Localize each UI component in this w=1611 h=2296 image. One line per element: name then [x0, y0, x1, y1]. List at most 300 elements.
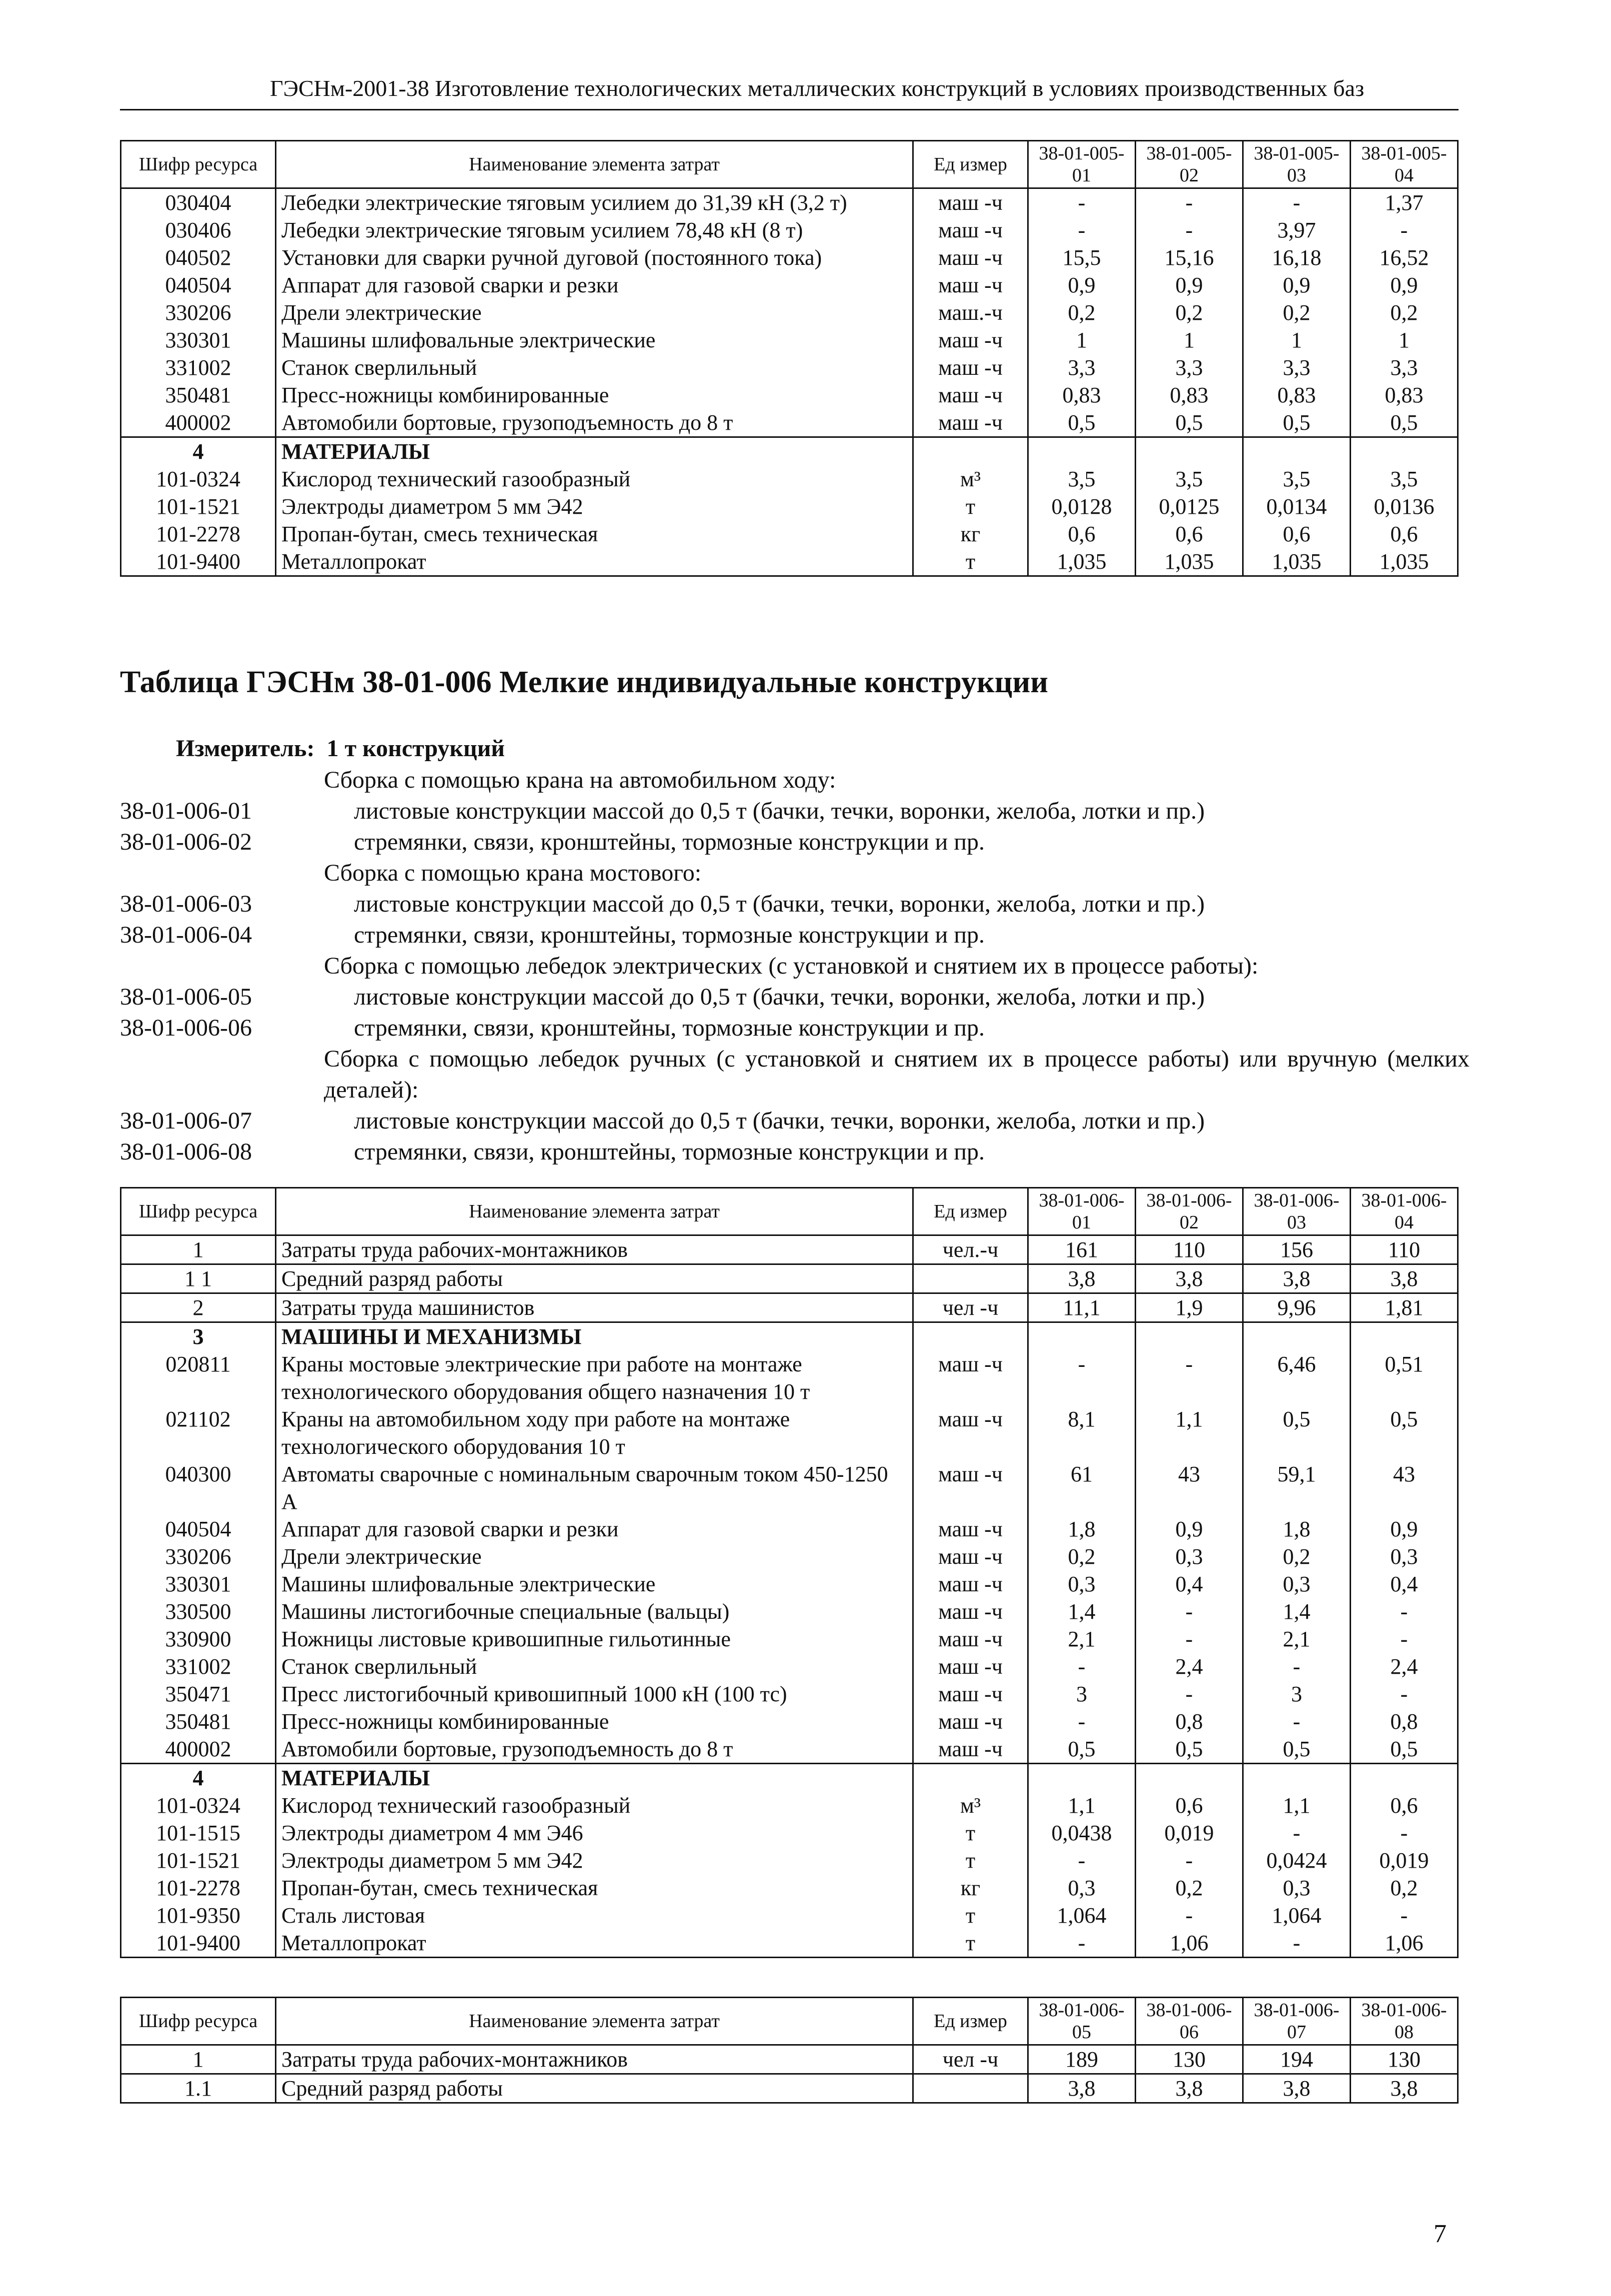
norm-value-1: 1,8 — [1028, 1515, 1136, 1543]
column-header-name: Наименование элемента затрат — [276, 141, 913, 188]
norm-value-3: 3,3 — [1243, 354, 1351, 381]
resource-code: 040504 — [121, 1515, 276, 1543]
norm-value-2: - — [1136, 188, 1243, 217]
meter — [176, 735, 505, 762]
norm-value-2: 1,035 — [1136, 548, 1243, 576]
norm-value-4: 0,4 — [1351, 1570, 1458, 1598]
norm-value-3: 0,2 — [1243, 1543, 1351, 1570]
norm-value-2: - — [1136, 1625, 1243, 1653]
resource-code: 330206 — [121, 1543, 276, 1570]
running-header: ГЭСНм-2001-38 Изготовление технологических металлических конструкций в условиях производственных баз — [270, 75, 1365, 101]
norm-value-2: 0,83 — [1136, 381, 1243, 409]
norm-value-3: 0,83 — [1243, 381, 1351, 409]
norm-value-1: 3,8 — [1028, 1264, 1136, 1293]
table-row — [121, 1680, 1458, 1708]
norm-value-1: 0,0128 — [1028, 493, 1136, 520]
norm-value-1: 0,3 — [1028, 1874, 1136, 1902]
empty-cell — [1028, 437, 1136, 466]
norm-value-2: 0,0125 — [1136, 493, 1243, 520]
norm-value-1: 3,3 — [1028, 354, 1136, 381]
norm-value-3: 2,1 — [1243, 1625, 1351, 1653]
resource-name: Пропан-бутан, смесь техническая — [276, 520, 913, 548]
variant-code: 38-01-006-07 — [120, 1108, 252, 1134]
norm-value-1: 1,1 — [1028, 1792, 1136, 1819]
heading-text: Сборка с помощью лебедок электрических (с установкой и снятием их в процессе работы): — [324, 953, 1259, 979]
table-row — [121, 1293, 1458, 1322]
norm-value-1: 161 — [1028, 1235, 1136, 1264]
table-row — [121, 1874, 1458, 1902]
variant-description: листовые конструкции массой до 0,5 т (бачки, течки, воронки, желоба, лотки и пр.) — [354, 798, 1205, 824]
norm-value-3: 0,2 — [1243, 299, 1351, 326]
resource-unit: маш -ч — [913, 1598, 1028, 1625]
resource-name: Электроды диаметром 4 мм Э46 — [276, 1819, 913, 1847]
norm-value-4: 1,81 — [1351, 1293, 1458, 1322]
norm-value-4: 0,5 — [1351, 409, 1458, 437]
table-row — [121, 1543, 1458, 1570]
norm-value-1: 0,0438 — [1028, 1819, 1136, 1847]
resource-code: 040504 — [121, 271, 276, 299]
norm-value-2: 1,06 — [1136, 1929, 1243, 1958]
norm-value-3: 0,5 — [1243, 409, 1351, 437]
norm-value-2: 1,1 — [1136, 1405, 1243, 1460]
norm-value-4: 0,5 — [1351, 1735, 1458, 1764]
norm-value-1: 1,4 — [1028, 1598, 1136, 1625]
section-row — [121, 1764, 1458, 1792]
resource-code: 101-2278 — [121, 1874, 276, 1902]
norm-value-3: 59,1 — [1243, 1460, 1351, 1515]
norm-value-2: 0,5 — [1136, 409, 1243, 437]
resource-name: Затраты труда рабочих-монтажников — [276, 1235, 913, 1264]
norm-value-1: 0,2 — [1028, 299, 1136, 326]
norm-value-3: 9,96 — [1243, 1293, 1351, 1322]
variant-code: 38-01-006-01 — [120, 798, 252, 824]
variant-item — [120, 920, 1480, 951]
resource-unit: маш -ч — [913, 326, 1028, 354]
norm-value-3: 0,0424 — [1243, 1847, 1351, 1874]
resource-name: Установки для сварки ручной дуговой (постоянного тока) — [276, 244, 913, 271]
table-row — [121, 1847, 1458, 1874]
variant-item — [120, 796, 1480, 827]
table-row — [121, 1570, 1458, 1598]
variant-item — [120, 1013, 1480, 1044]
norm-value-4: 0,8 — [1351, 1708, 1458, 1735]
resource-name: Машины листогибочные специальные (вальцы) — [276, 1598, 913, 1625]
resource-unit: маш -ч — [913, 409, 1028, 437]
empty-cell — [1028, 1764, 1136, 1792]
resource-code: 101-0324 — [121, 465, 276, 493]
column-header-code: Шифр ресурса — [121, 1998, 276, 2045]
norm-value-2: - — [1136, 1680, 1243, 1708]
norm-value-2: - — [1136, 1902, 1243, 1929]
resource-unit: кг — [913, 520, 1028, 548]
empty-cell — [913, 1764, 1028, 1792]
resource-code: 101-1515 — [121, 1819, 276, 1847]
column-header-variant-2: 38-01-005-02 — [1136, 141, 1243, 188]
empty-cell — [913, 1322, 1028, 1351]
table-row — [121, 1653, 1458, 1680]
resource-unit: м³ — [913, 1792, 1028, 1819]
table-row — [121, 465, 1458, 493]
norm-value-2: 0,4 — [1136, 1570, 1243, 1598]
variant-code: 38-01-006-02 — [120, 829, 252, 855]
section-row — [121, 437, 1458, 466]
column-header-variant-4: 38-01-005-04 — [1351, 141, 1458, 188]
variant-item — [120, 889, 1480, 920]
norm-value-4: 3,5 — [1351, 465, 1458, 493]
norm-value-1: 189 — [1028, 2045, 1136, 2074]
resource-unit: маш -ч — [913, 1515, 1028, 1543]
resource-unit: маш -ч — [913, 188, 1028, 217]
table-row — [121, 2074, 1458, 2103]
resource-code: 331002 — [121, 354, 276, 381]
resource-table-006-a — [120, 1187, 1459, 1958]
resource-name: Пропан-бутан, смесь техническая — [276, 1874, 913, 1902]
resource-unit: маш -ч — [913, 1680, 1028, 1708]
resource-name: Автомобили бортовые, грузоподъемность до 8 т — [276, 409, 913, 437]
norm-value-3: 16,18 — [1243, 244, 1351, 271]
resource-name: Пресс листогибочный кривошипный 1000 кН (100 тс) — [276, 1680, 913, 1708]
resource-code: 1 1 — [121, 1264, 276, 1293]
norm-value-4: 1,37 — [1351, 188, 1458, 217]
column-header-code: Шифр ресурса — [121, 141, 276, 188]
norm-value-1: 0,3 — [1028, 1570, 1136, 1598]
resource-name: Аппарат для газовой сварки и резки — [276, 271, 913, 299]
norm-value-3: 3,8 — [1243, 2074, 1351, 2103]
table-row — [121, 1460, 1458, 1515]
resource-code: 101-9350 — [121, 1902, 276, 1929]
norm-value-3: - — [1243, 1929, 1351, 1958]
table-row — [121, 1264, 1458, 1293]
resource-name: Средний разряд работы — [276, 1264, 913, 1293]
norm-value-1: 0,5 — [1028, 1735, 1136, 1764]
table-header-row — [121, 1998, 1458, 2045]
norm-value-4: - — [1351, 1819, 1458, 1847]
norm-value-2: - — [1136, 216, 1243, 244]
resource-unit: маш -ч — [913, 1570, 1028, 1598]
norm-value-1: 3,8 — [1028, 2074, 1136, 2103]
norm-value-4: 2,4 — [1351, 1653, 1458, 1680]
table-row — [121, 1819, 1458, 1847]
table-row — [121, 1735, 1458, 1764]
norm-value-4: 0,9 — [1351, 271, 1458, 299]
resource-table-006-b — [120, 1997, 1459, 2104]
norm-value-4: 0,5 — [1351, 1405, 1458, 1460]
resource-name: Электроды диаметром 5 мм Э42 — [276, 493, 913, 520]
norm-value-2: 43 — [1136, 1460, 1243, 1515]
norm-value-3: 1,1 — [1243, 1792, 1351, 1819]
norm-value-4: 0,6 — [1351, 520, 1458, 548]
norm-value-3: 1,035 — [1243, 548, 1351, 576]
column-header-name: Наименование элемента затрат — [276, 1998, 913, 2045]
variant-group-heading — [120, 951, 1480, 982]
resource-unit: м³ — [913, 465, 1028, 493]
column-header-variant-1: 38-01-006-01 — [1028, 1188, 1136, 1235]
table-row — [121, 493, 1458, 520]
norm-value-3: 0,5 — [1243, 1735, 1351, 1764]
resource-name: Ножницы листовые кривошипные гильотинные — [276, 1625, 913, 1653]
resource-unit: кг — [913, 1874, 1028, 1902]
resource-name: Машины шлифовальные электрические — [276, 1570, 913, 1598]
resource-name: Станок сверлильный — [276, 354, 913, 381]
resource-code: 1 — [121, 1235, 276, 1264]
resource-unit: маш -ч — [913, 1543, 1028, 1570]
norm-value-2: 0,019 — [1136, 1819, 1243, 1847]
resource-name: Пресс-ножницы комбинированные — [276, 381, 913, 409]
norm-value-2: 0,6 — [1136, 520, 1243, 548]
resource-unit: маш -ч — [913, 271, 1028, 299]
variant-description: стремянки, связи, кронштейны, тормозные конструкции и пр. — [354, 1015, 985, 1041]
resource-unit: чел -ч — [913, 2045, 1028, 2074]
norm-value-1: 15,5 — [1028, 244, 1136, 271]
resource-code: 330900 — [121, 1625, 276, 1653]
resource-code: 030404 — [121, 188, 276, 217]
resource-code: 331002 — [121, 1653, 276, 1680]
resource-unit: т — [913, 1847, 1028, 1874]
table-row — [121, 188, 1458, 217]
resource-code: 350481 — [121, 1708, 276, 1735]
empty-cell — [1243, 437, 1351, 466]
norm-value-3: 194 — [1243, 2045, 1351, 2074]
norm-value-1: - — [1028, 1929, 1136, 1958]
norm-value-1: 0,83 — [1028, 381, 1136, 409]
norm-value-4: 43 — [1351, 1460, 1458, 1515]
resource-code: 101-9400 — [121, 548, 276, 576]
table-row — [121, 1929, 1458, 1958]
norm-value-3: 0,0134 — [1243, 493, 1351, 520]
norm-value-3: 0,9 — [1243, 271, 1351, 299]
norm-value-1: 3,5 — [1028, 465, 1136, 493]
column-header-variant-3: 38-01-006-07 — [1243, 1998, 1351, 2045]
norm-value-2: 110 — [1136, 1235, 1243, 1264]
table-row — [121, 1792, 1458, 1819]
heading-wrap — [120, 1044, 1480, 1106]
variant-code: 38-01-006-06 — [120, 1015, 252, 1041]
variant-item — [120, 827, 1480, 858]
norm-value-1: - — [1028, 1847, 1136, 1874]
resource-name: Машины шлифовальные электрические — [276, 326, 913, 354]
norm-value-4: 16,52 — [1351, 244, 1458, 271]
norm-value-3: 1 — [1243, 326, 1351, 354]
norm-value-2: 2,4 — [1136, 1653, 1243, 1680]
norm-value-2: - — [1136, 1598, 1243, 1625]
resource-code: 101-2278 — [121, 520, 276, 548]
section-title: МАТЕРИАЛЫ — [276, 437, 913, 466]
empty-cell — [1136, 1322, 1243, 1351]
table-row — [121, 1902, 1458, 1929]
norm-value-3: 1,064 — [1243, 1902, 1351, 1929]
table-row — [121, 1235, 1458, 1264]
norm-value-4: 1 — [1351, 326, 1458, 354]
norm-value-2: 3,8 — [1136, 1264, 1243, 1293]
norm-value-1: - — [1028, 1653, 1136, 1680]
resource-name: Затраты труда машинистов — [276, 1293, 913, 1322]
table-row — [121, 520, 1458, 548]
norm-value-4: 110 — [1351, 1235, 1458, 1264]
column-header-unit: Ед измер — [913, 1188, 1028, 1235]
resource-unit: т — [913, 548, 1028, 576]
resource-unit: т — [913, 493, 1028, 520]
resource-name: Кислород технический газообразный — [276, 465, 913, 493]
heading-text: Сборка с помощью крана на автомобильном ходу: — [324, 767, 836, 793]
empty-cell — [1243, 1322, 1351, 1351]
resource-name: Станок сверлильный — [276, 1653, 913, 1680]
table-row — [121, 216, 1458, 244]
resource-code: 101-1521 — [121, 1847, 276, 1874]
variant-item — [120, 982, 1480, 1013]
resource-name: Металлопрокат — [276, 1929, 913, 1958]
norm-value-3: 0,5 — [1243, 1405, 1351, 1460]
norm-value-2: 0,9 — [1136, 1515, 1243, 1543]
resource-unit: маш -ч — [913, 1735, 1028, 1764]
norm-value-1: 0,6 — [1028, 520, 1136, 548]
norm-value-4: 1,06 — [1351, 1929, 1458, 1958]
section-row — [121, 1322, 1458, 1351]
resource-code: 020811 — [121, 1350, 276, 1405]
resource-code: 400002 — [121, 409, 276, 437]
norm-value-1: 8,1 — [1028, 1405, 1136, 1460]
norm-value-4: 0,9 — [1351, 1515, 1458, 1543]
resource-unit: т — [913, 1902, 1028, 1929]
norm-value-4: 0,019 — [1351, 1847, 1458, 1874]
norm-value-2: 3,3 — [1136, 354, 1243, 381]
resource-unit — [913, 2074, 1028, 2103]
table-body — [121, 188, 1458, 576]
table-row — [121, 1405, 1458, 1460]
norm-value-1: 1,035 — [1028, 548, 1136, 576]
table-row — [121, 548, 1458, 576]
norm-value-3: 1,8 — [1243, 1515, 1351, 1543]
resource-unit: маш -ч — [913, 354, 1028, 381]
resource-code: 330301 — [121, 1570, 276, 1598]
table-row — [121, 409, 1458, 437]
table-row — [121, 2045, 1458, 2074]
empty-cell — [1028, 1322, 1136, 1351]
norm-value-4: 3,8 — [1351, 2074, 1458, 2103]
table-row — [121, 1598, 1458, 1625]
resource-code: 040502 — [121, 244, 276, 271]
norm-value-1: 1 — [1028, 326, 1136, 354]
variant-description: листовые конструкции массой до 0,5 т (бачки, течки, воронки, желоба, лотки и пр.) — [354, 891, 1205, 917]
norm-value-4: 0,6 — [1351, 1792, 1458, 1819]
resource-code: 330206 — [121, 299, 276, 326]
resource-code: 030406 — [121, 216, 276, 244]
norm-value-4: - — [1351, 1598, 1458, 1625]
table-row — [121, 1350, 1458, 1405]
norm-value-4: 0,0136 — [1351, 493, 1458, 520]
table-row — [121, 1515, 1458, 1543]
section-title: МАТЕРИАЛЫ — [276, 1764, 913, 1792]
section-code: 3 — [121, 1322, 276, 1351]
norm-value-1: 3 — [1028, 1680, 1136, 1708]
norm-value-1: 0,9 — [1028, 271, 1136, 299]
variant-code: 38-01-006-05 — [120, 984, 252, 1010]
norm-value-4: 1,035 — [1351, 548, 1458, 576]
heading-wrap — [120, 951, 1480, 982]
variant-description: листовые конструкции массой до 0,5 т (бачки, течки, воронки, желоба, лотки и пр.) — [354, 1108, 1205, 1134]
norm-value-2: 15,16 — [1136, 244, 1243, 271]
norm-value-3: - — [1243, 1708, 1351, 1735]
resource-unit: маш.-ч — [913, 299, 1028, 326]
norm-value-2: 3,5 — [1136, 465, 1243, 493]
column-header-variant-1: 38-01-006-05 — [1028, 1998, 1136, 2045]
resource-code: 1 — [121, 2045, 276, 2074]
resource-table-005 — [120, 140, 1459, 577]
norm-value-2: - — [1136, 1847, 1243, 1874]
variant-code: 38-01-006-04 — [120, 922, 252, 948]
resource-unit: маш -ч — [913, 1653, 1028, 1680]
heading-text: Сборка с помощью лебедок ручных (с установкой и снятием их в процессе работы) или вручную (мелких деталей): — [324, 1046, 1470, 1103]
norm-value-1: 1,064 — [1028, 1902, 1136, 1929]
norm-value-3: - — [1243, 1653, 1351, 1680]
resource-name: Электроды диаметром 5 мм Э42 — [276, 1847, 913, 1874]
column-header-variant-3: 38-01-006-03 — [1243, 1188, 1351, 1235]
heading-wrap — [120, 765, 1480, 796]
resource-code: 350481 — [121, 381, 276, 409]
norm-value-4: 0,2 — [1351, 299, 1458, 326]
table-row — [121, 244, 1458, 271]
meter-value: 1 т конструкций — [326, 735, 505, 762]
table-row — [121, 381, 1458, 409]
resource-code: 040300 — [121, 1460, 276, 1515]
norm-value-3: 6,46 — [1243, 1350, 1351, 1405]
table-body — [121, 1235, 1458, 1958]
resource-name: Аппарат для газовой сварки и резки — [276, 1515, 913, 1543]
norm-value-2: 0,2 — [1136, 299, 1243, 326]
table-row — [121, 299, 1458, 326]
empty-cell — [1351, 1322, 1458, 1351]
variant-description: стремянки, связи, кронштейны, тормозные конструкции и пр. — [354, 1139, 985, 1165]
resource-unit: маш -ч — [913, 216, 1028, 244]
table-header-row — [121, 141, 1458, 188]
resource-name: Автомобили бортовые, грузоподъемность до 8 т — [276, 1735, 913, 1764]
resource-unit: маш -ч — [913, 1460, 1028, 1515]
resource-name: Сталь листовая — [276, 1902, 913, 1929]
norm-value-4: 0,51 — [1351, 1350, 1458, 1405]
norm-value-3: 3 — [1243, 1680, 1351, 1708]
norm-value-2: 130 — [1136, 2045, 1243, 2074]
resource-name: Лебедки электрические тяговым усилием до 31,39 кН (3,2 т) — [276, 188, 913, 217]
resource-code: 400002 — [121, 1735, 276, 1764]
table-title: Таблица ГЭСНм 38-01-006 Мелкие индивидуальные конструкции — [120, 665, 1048, 699]
resource-code: 1.1 — [121, 2074, 276, 2103]
variant-code: 38-01-006-08 — [120, 1139, 252, 1165]
norm-value-3: 1,4 — [1243, 1598, 1351, 1625]
resource-unit: т — [913, 1929, 1028, 1958]
resource-code: 350471 — [121, 1680, 276, 1708]
norm-value-2: 0,8 — [1136, 1708, 1243, 1735]
empty-cell — [913, 437, 1028, 466]
table-row — [121, 354, 1458, 381]
variant-description: стремянки, связи, кронштейны, тормозные конструкции и пр. — [354, 829, 985, 855]
norm-value-2: 0,5 — [1136, 1735, 1243, 1764]
norm-value-1: - — [1028, 188, 1136, 217]
resource-unit: маш -ч — [913, 1625, 1028, 1653]
table-row — [121, 271, 1458, 299]
resource-name: Пресс-ножницы комбинированные — [276, 1708, 913, 1735]
table-row — [121, 326, 1458, 354]
norm-value-1: - — [1028, 1350, 1136, 1405]
column-header-variant-1: 38-01-005-01 — [1028, 141, 1136, 188]
column-header-variant-4: 38-01-006-08 — [1351, 1998, 1458, 2045]
resource-name: Лебедки электрические тяговым усилием 78,48 кН (8 т) — [276, 216, 913, 244]
norm-value-2: 3,8 — [1136, 2074, 1243, 2103]
column-header-name: Наименование элемента затрат — [276, 1188, 913, 1235]
column-header-unit: Ед измер — [913, 1998, 1028, 2045]
norm-value-2: 0,3 — [1136, 1543, 1243, 1570]
resource-code: 101-1521 — [121, 493, 276, 520]
norm-value-1: - — [1028, 1708, 1136, 1735]
norm-value-3: 3,8 — [1243, 1264, 1351, 1293]
